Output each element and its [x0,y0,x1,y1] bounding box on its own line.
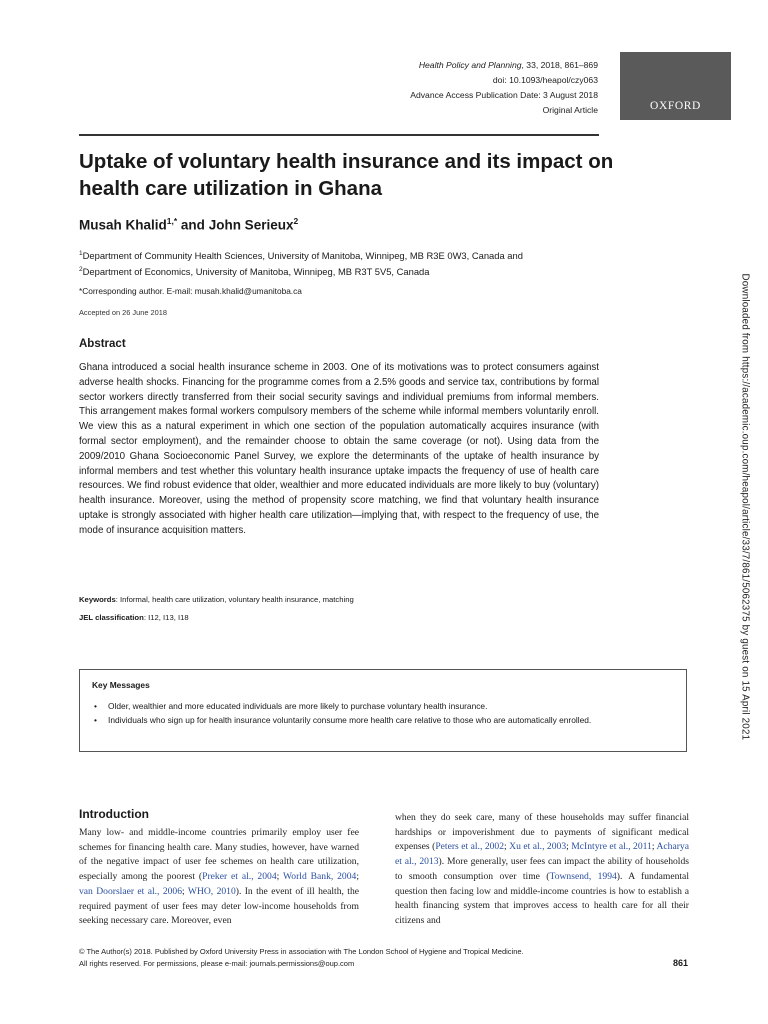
author-2[interactable]: John Serieux [208,217,294,233]
citation-link[interactable]: Acharya et al., 2013 [395,841,689,868]
body-text: ). A fundamental question then facing low and middle-income countries is how to establish a health financing system that improves access to health care for all their citizens and [395,870,689,926]
permissions-notice: All rights reserved. For permissions, please e-mail: journals.permissions@oup.com [79,959,355,968]
copyright-notice: © The Author(s) 2018. Published by Oxford University Press in association with The London School of Hygiene and Tropical Medicine. [79,947,524,956]
separator: ; [356,871,359,883]
citation-link[interactable]: Townsend, 1994 [549,870,617,882]
affiliation-1-text: Department of Community Health Sciences, University of Manitoba, Winnipeg, MB R3E 0W3, Canada and [82,250,523,262]
footer [79,946,599,970]
introduction-heading: Introduction [79,807,149,821]
article-type: Original Article [542,105,598,115]
journal-citation: , 33, 2018, 861–869 [521,60,598,70]
citation-link[interactable]: McIntyre et al., 2011 [571,841,652,853]
body-text: Many low- and middle-income countries primarily employ user fee schemes for financing health care. Many studies, however, have warned of the negative impact of user fee schemes on health care utilization, especially among the poorest ( [79,827,359,883]
download-watermark [737,273,753,746]
key-message-item: • Older, wealthier and more educated individuals are more likely to purchase voluntary health insurance. [92,700,672,713]
key-messages-box [79,669,687,752]
author-list [79,216,298,233]
separator: ; [504,841,510,853]
advance-access-date: Advance Access Publication Date: 3 August 2018 [410,90,598,100]
author-1[interactable]: Musah Khalid [79,217,167,233]
article-title: Uptake of voluntary health insurance and its impact on health care utilization in Ghana [79,150,614,200]
keywords-text: : Informal, health care utilization, voluntary health insurance, matching [115,595,354,604]
separator: ; [276,871,283,883]
journal-name: Health Policy and Planning [418,60,522,70]
citation-link[interactable]: World Bank, 2004 [283,871,357,883]
key-messages-heading: Key Messages [92,680,150,690]
introduction-column-2 [395,811,689,929]
body-text: ). More generally, user fees can impact the ability of households to smooth consumption over time ( [395,856,689,882]
corresponding-author: *Corresponding author. E-mail: musah.khalid@umanitoba.ca [79,286,302,296]
citation-link[interactable]: Peters et al., 2002 [435,841,505,853]
affiliation-2 [79,263,599,279]
doi[interactable]: doi: 10.1093/heapol/czy063 [492,75,598,85]
citation-link[interactable]: van Doorslaer et al., 2006 [79,885,183,897]
citation-link[interactable]: Xu et al., 2003 [509,841,567,853]
key-message-item: • Individuals who sign up for health insurance voluntarily consume more health care relative to those who are automatically enrolled. [92,714,672,727]
affiliation-2-text: Department of Economics, University of Manitoba, Winnipeg, MB R3T 5V5, Canada [82,266,430,278]
oxford-logo-text: OXFORD [650,100,701,112]
key-messages-list [92,700,672,728]
affiliations [79,247,599,279]
page-number: 861 [672,958,688,968]
download-watermark-text: Downloaded from https://academic.oup.com/heapol/article/33/7/861/5062375 by guest on 15 April 2021 [739,273,751,741]
jel-classification [79,613,599,622]
affiliation-2-number: 2 [79,266,83,274]
citation-link[interactable]: WHO, 2010 [187,885,236,897]
abstract-text: Ghana introduced a social health insurance scheme in 2003. One of its motivations was to protect consumers against adverse health shocks. Financing for the programme comes from a 2.5% goods and service tax, contributions by formal sector workers directly transferred from their social security savings and individual premiums from informal members. This arrangement makes formal workers compulsory members of the scheme while informal members voluntarily enroll. We view this as a natural experiment in which one section of the population automatically acquires insurance (with formal sector employment), and the remainder choose to obtain the same coverage (or not). Using data from the 2009/2010 Ghana Socioeconomic Panel Survey, we explore the determinants of the uptake of health insurance by informal members and test whether this voluntary health insurance uptake impacts the frequency of use of health care resources. We find robust evidence that older, wealthier and more educated individuals are more likely to buy (voluntary) health insurance. Moreover, using the method of propensity score matching, we find that voluntary health insurance uptake is strongly associated with higher health care utilization—implying that, with respect to the frequency of use, the mode of insurance acquisition matters. [79,362,599,536]
separator: ; [182,885,188,897]
affiliation-1-number: 1 [79,250,83,257]
abstract-heading: Abstract [79,338,126,350]
accepted-date: Accepted on 26 June 2018 [79,308,167,317]
affiliation-1 [79,247,599,263]
oxford-logo [620,52,731,120]
jel-text: : I12, I13, I18 [143,613,189,622]
author-1-marker: 1,* [166,216,178,226]
keywords [79,595,599,604]
jel-label: JEL classification [79,613,144,622]
citation-link[interactable]: Preker et al., 2004 [202,871,277,883]
author-conjunction: and [177,217,209,233]
body-text: ). In the event of ill health, the required payment of user fees may deter low-income households from seeking necessary care. Moreover, even [79,885,360,927]
introduction-column-1 [79,826,359,929]
keywords-label: Keywords [79,595,116,604]
separator: ; [566,841,572,853]
journal-header [238,58,598,118]
author-2-marker: 2 [293,216,299,226]
header-rule [79,134,599,136]
separator: ; [651,841,657,853]
body-text: when they do seek care, many of these households may suffer financial hardships or impoverishment due to payments of significant medical expenses ( [395,812,689,853]
